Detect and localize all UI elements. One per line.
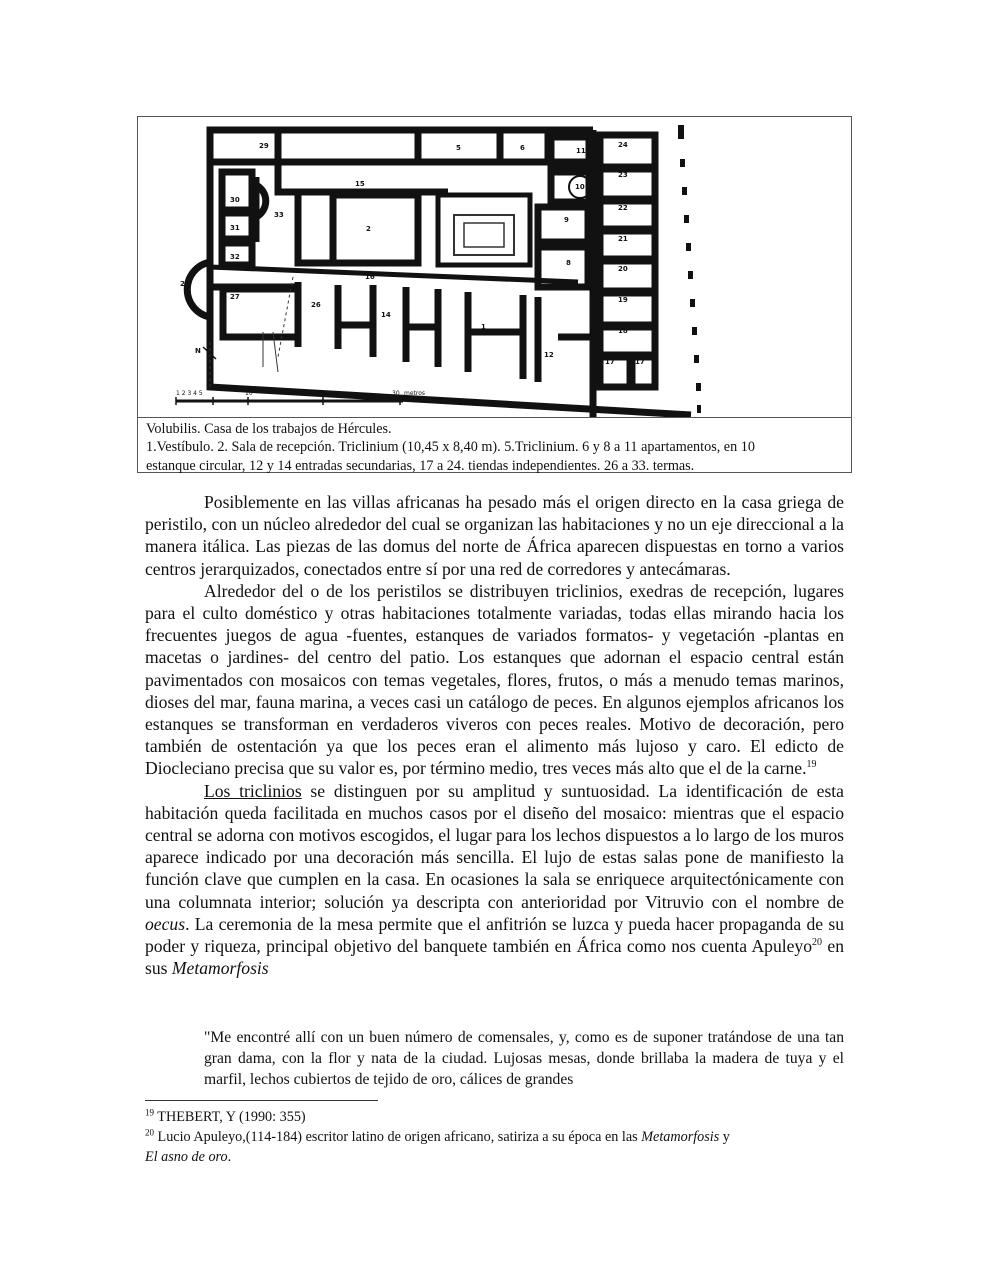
footnote-text: y: [719, 1129, 730, 1145]
plan-label: 16: [365, 273, 375, 281]
footnote-number: 19: [145, 1107, 154, 1118]
figure-caption: [138, 417, 851, 472]
plan-label: 31: [230, 224, 240, 232]
caption-title: Volubilis. Casa de los trabajos de Hércules.: [146, 421, 392, 437]
footnote-ref[interactable]: 20: [812, 937, 823, 949]
footnote-ref[interactable]: 19: [806, 759, 817, 771]
plan-label: 22: [618, 204, 628, 212]
italic-title: Metamorfosis: [641, 1129, 720, 1145]
footnote-text: .: [227, 1149, 232, 1165]
italic-term: oecus: [145, 913, 186, 934]
quote-text: "Me encontré allí con un buen número de comensales, y, como es de suponer tratándose de una tan gran dama, con la flor y nata de la ciudad. Lujosas mesas, donde brillaba la madera de tuya y el marfil, lechos cubiertos de tejido de oro, cálices de grandes: [204, 1029, 844, 1088]
underlined-term: Los triclinios: [204, 780, 302, 801]
paragraph: Posiblemente en las villas africanas ha pesado más el origen directo en la casa griega de peristilo, con un núcleo alrededor del cual se organizan las habitaciones y no un eje direccional a la manera itálica. Las piezas de las domus del norte de África aparecen dispuestas en torno a varios centros jerarquizados, conectados entre sí por una red de corredores y antecámaras.: [145, 492, 844, 579]
plan-label: 24: [618, 141, 628, 149]
main-text: [145, 491, 844, 979]
plan-label: 15: [355, 180, 365, 188]
footnote-20: [145, 1127, 845, 1167]
paragraph: [145, 580, 844, 780]
plan-label: 12: [544, 351, 554, 359]
colonnade-dots: [678, 125, 701, 413]
paragraph-text: . La ceremonia de la mesa permite que el anfitrión se luzca y pueda hacer propaganda de su poder y riqueza, principal objetivo del banquete también en África como nos cuenta Apuleyo: [145, 913, 844, 957]
plan-label: N: [195, 347, 201, 355]
block-quote: [204, 1028, 844, 1090]
plan-label: 6: [520, 144, 525, 152]
footnote-19: [145, 1107, 845, 1127]
scale-label: 20: [318, 390, 326, 397]
plan-label: 25: [180, 280, 190, 288]
scale-label: 10: [245, 390, 253, 397]
italic-title: El asno de oro: [145, 1149, 228, 1165]
plan-label: 5: [456, 144, 461, 152]
plan-label: 17: [605, 358, 615, 366]
scale-label: metros: [404, 390, 426, 397]
floor-plan-image: [138, 117, 851, 417]
footnote-text: THEBERT, Y (1990: 355): [154, 1109, 306, 1125]
plan-label: 19: [618, 296, 628, 304]
figure: [137, 116, 852, 473]
plan-label: 20: [618, 265, 628, 273]
footnote-text: Lucio Apuleyo,(114-184) escritor latino de origen africano, satiriza a su época en las: [154, 1129, 642, 1145]
footnotes: [145, 1107, 845, 1167]
plan-label: 9: [564, 216, 569, 224]
plan-label: 2: [366, 225, 371, 233]
footnote-number: 20: [145, 1127, 154, 1138]
caption-legend-line-2: estanque circular, 12 y 14 entradas secundarias, 17 a 24. tiendas independientes. 26 a 33. termas.: [146, 457, 695, 474]
plan-label: 32: [230, 253, 240, 261]
plan-label: 8: [566, 259, 571, 267]
footnote-separator: [145, 1100, 378, 1101]
plan-label: 18: [618, 327, 628, 335]
plan-label: 10: [575, 183, 585, 191]
caption-legend-line-1: 1.Vestíbulo. 2. Sala de recepción. Triclinium (10,45 x 8,40 m). 5.Triclinium. 6 y 8 a 11 apartamentos, en 10: [146, 439, 755, 456]
plan-label: 30: [230, 196, 240, 204]
plan-label: 17: [635, 358, 645, 366]
plan-label: 29: [259, 142, 269, 150]
paragraph: [145, 780, 844, 980]
plan-label: 14: [381, 311, 391, 319]
plan-label: 11: [576, 147, 586, 155]
paragraph-text: en sus: [145, 936, 844, 979]
scale-label: 30: [392, 390, 400, 397]
italic-title: Metamorfosis: [171, 958, 269, 979]
plan-label: 27: [230, 293, 240, 301]
plan-label: 33: [274, 211, 284, 219]
paragraph-text: Alrededor del o de los peristilos se distribuyen triclinios, exedras de recepción, lugares para el culto doméstico y otras habitaciones totalmente variadas, todas ellas mirando hacia los frecuentes juegos de agua -fuentes, estanques de variados formatos- y vegetación -plantas en macetas o jardines- del centro del patio. Los estanques que adornan el espacio central están pavimentados con mosaicos con temas vegetales, flores, frutos, o más a menudo temas marinos, dioses del mar, fauna marina, a veces casi un catálogo de peces. En algunos ejemplos africanos los estanques se transforman en verdaderos viveros con peces reales. Motivo de decoración, pero también de ostentación ya que los peces eran el alimento más lujoso y caro. El edicto de Diocleciano precisa que su valor es, por término medio, tres veces más alto que el de la carne.: [145, 580, 844, 779]
plan-label: 23: [618, 171, 628, 179]
plan-label: 21: [618, 235, 628, 243]
paragraph-text: se distinguen por su amplitud y suntuosidad. La identificación de esta habitación queda facilitada en muchos casos por el diseño del mosaico: mientras que el espacio central se adorna con motivos escogidos, el lugar para los lechos dispuestos a lo largo de los muros aparece indicado por una decoración más sencilla. El lujo de estas salas pone de manifiesto la función clave que cumplen en la casa. En ocasiones la sala se enriquece arquitectónicamente con una columnata interior; solución ya descripta con anterioridad por Vitruvio con el nombre de: [145, 780, 844, 912]
scale-label: 1 2 3 4 5: [176, 390, 203, 397]
plan-label: 26: [311, 301, 321, 309]
plan-label: 1: [481, 323, 486, 331]
